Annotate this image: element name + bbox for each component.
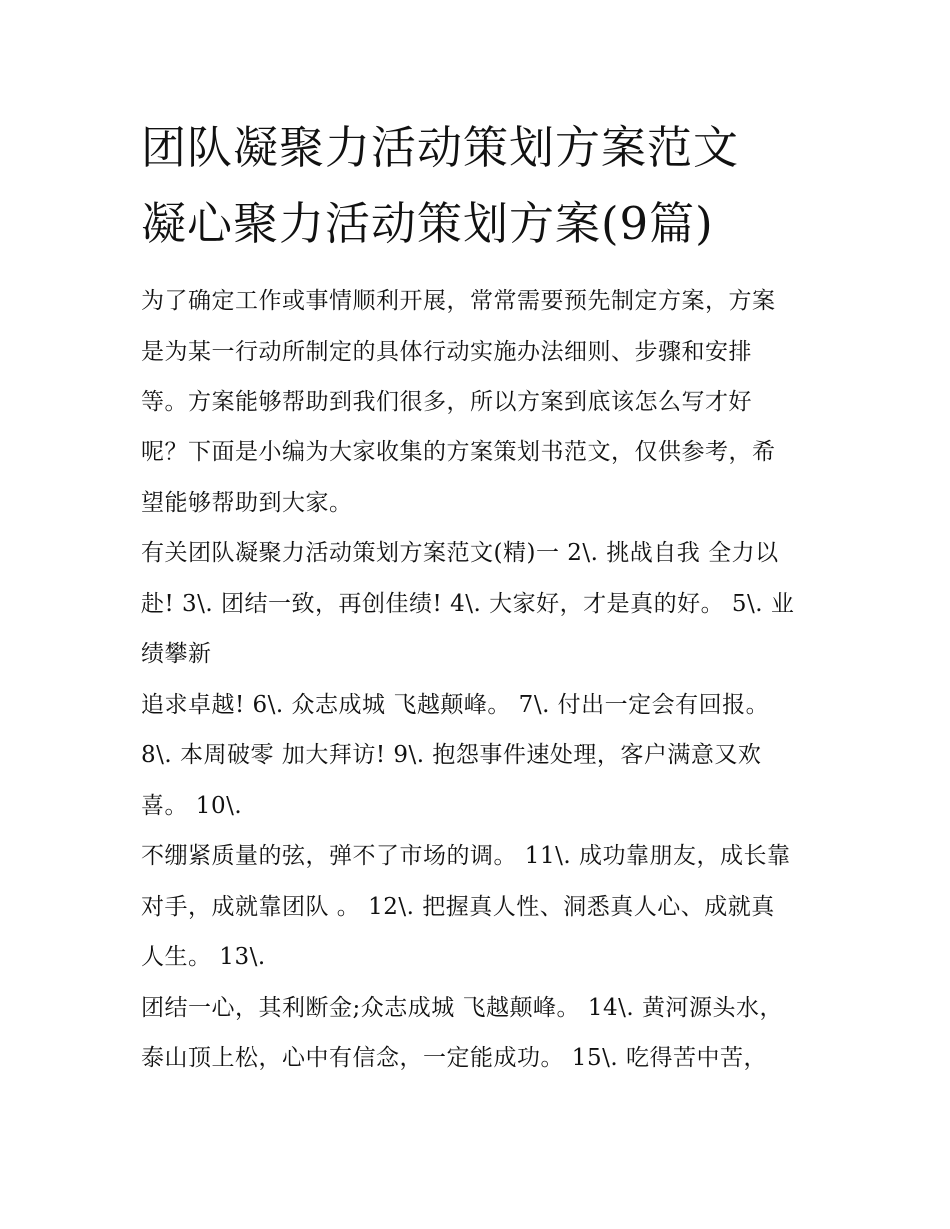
body-line: 喜。 10\. [141, 793, 243, 819]
body-line: 呢？下面是小编为大家收集的方案策划书范文，仅供参考，希 [141, 439, 776, 465]
body-line: 赴! 3\. 团结一致，再创佳绩! 4\. 大家好，才是真的好。 5\. 业 [141, 591, 795, 617]
body-line: 不绷紧质量的弦，弹不了市场的调。 11\. 成功靠朋友，成长靠 [141, 843, 791, 869]
body-line: 等。方案能够帮助到我们很多，所以方案到底该怎么写才好 [141, 389, 752, 415]
body-line: 对手，成就靠团队 。 12\. 把握真人性、洞悉真人心、成就真 [141, 894, 775, 920]
title-line-1: 团队凝聚力活动策划方案范文 [141, 121, 740, 174]
body-line: 有关团队凝聚力活动策划方案范文(精)一 2\. 挑战自我 全力以 [141, 540, 779, 566]
body-line: 为了确定工作或事情顺利开展，常常需要预先制定方案，方案 [141, 288, 776, 314]
body-line: 追求卓越! 6\. 众志成城 飞越颠峰。 7\. 付出一定会有回报。 [141, 692, 770, 718]
body-line: 绩攀新 [141, 641, 212, 667]
title-line-2: 凝心聚力活动策划方案(9篇) [141, 197, 714, 250]
body-line: 8\. 本周破零 加大拜访! 9\. 抱怨事件速处理，客户满意又欢 [141, 742, 762, 768]
body-line: 是为某一行动所制定的具体行动实施办法细则、步骤和安排 [141, 339, 752, 365]
body-line: 泰山顶上松，心中有信念，一定能成功。 15\. 吃得苦中苦， [141, 1045, 767, 1071]
body-line: 望能够帮助到大家。 [141, 490, 353, 516]
body-line: 团结一心，其利断金;众志成城 飞越颠峰。 14\. 黄河源头水， [141, 995, 784, 1021]
document-title [141, 110, 841, 262]
body-line: 人生。 13\. [141, 944, 266, 970]
